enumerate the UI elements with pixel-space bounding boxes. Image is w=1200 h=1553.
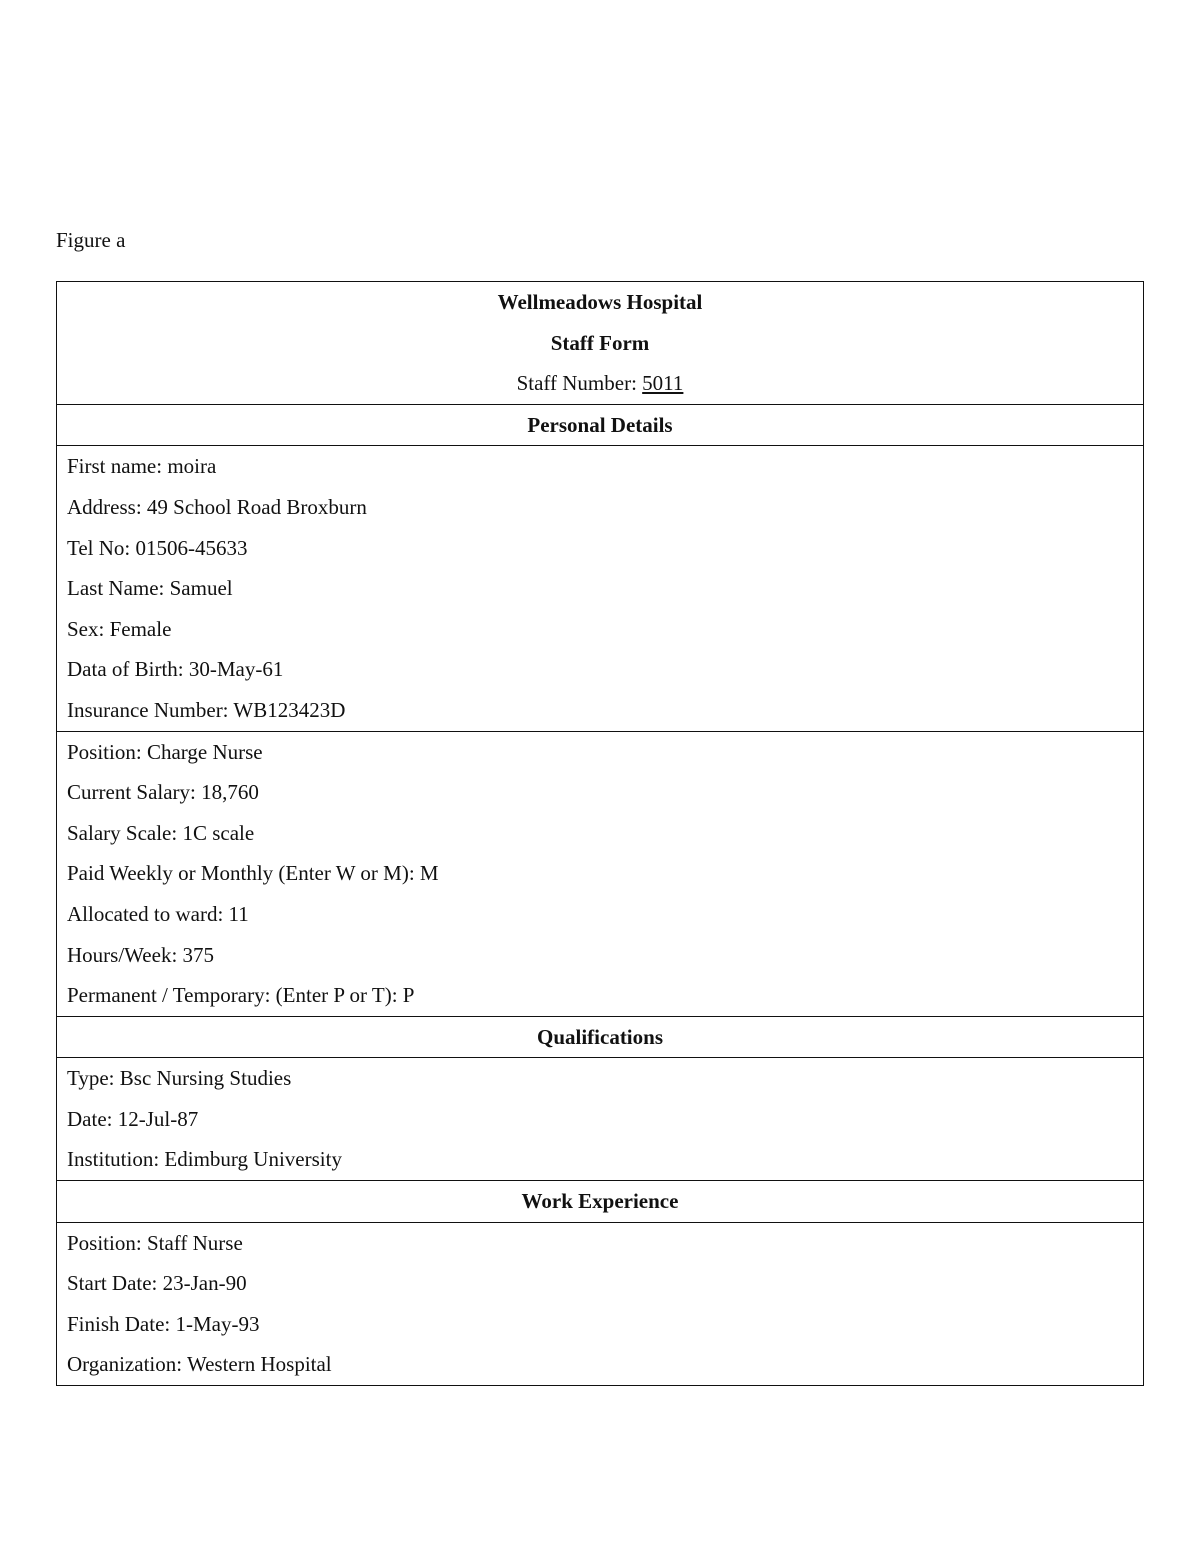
field-work-position: Position: Staff Nurse (67, 1230, 243, 1255)
section-heading-qualifications: Qualifications (536, 1024, 663, 1049)
field-insurance-number: Insurance Number: WB123423D (67, 697, 346, 722)
employment-cell (57, 731, 1144, 1016)
staff-number (67, 363, 1133, 404)
field-salary-scale: Salary Scale: 1C scale (67, 820, 255, 845)
field-address: Address: 49 School Road Broxburn (67, 494, 367, 519)
personal-details-row (57, 446, 1144, 731)
work-experience-cell (57, 1222, 1144, 1385)
field-allocated-ward: Allocated to ward: 11 (67, 901, 249, 926)
field-work-finish-date: Finish Date: 1-May-93 (67, 1311, 260, 1336)
form-header-cell (57, 282, 1144, 405)
field-work-organization: Organization: Western Hospital (67, 1352, 332, 1377)
staff-form-table (56, 281, 1144, 1386)
work-experience-row (57, 1222, 1144, 1385)
personal-details-cell (57, 446, 1144, 731)
qualifications-cell (57, 1058, 1144, 1181)
field-qualification-institution: Institution: Edimburg University (67, 1147, 342, 1172)
figure-caption: Figure a (56, 228, 126, 252)
employment-row (57, 731, 1144, 1016)
section-heading-work-experience: Work Experience (521, 1189, 679, 1214)
personal-details-heading-cell (57, 404, 1144, 446)
hospital-name: Wellmeadows Hospital (497, 290, 703, 314)
field-hours-week: Hours/Week: 375 (67, 942, 215, 967)
field-date-of-birth: Data of Birth: 30-May-61 (67, 657, 284, 682)
qualifications-heading-cell (57, 1016, 1144, 1058)
work-experience-heading-row (57, 1181, 1144, 1223)
field-current-salary: Current Salary: 18,760 (67, 780, 259, 805)
section-heading-personal-details: Personal Details (527, 412, 673, 437)
field-sex: Sex: Female (67, 616, 172, 641)
field-first-name: First name: moira (67, 454, 217, 479)
field-qualification-date: Date: 12-Jul-87 (67, 1106, 199, 1131)
personal-details-heading-row (57, 404, 1144, 446)
staff-number-value: 5011 (642, 371, 684, 396)
field-paid-weekly-monthly: Paid Weekly or Monthly (Enter W or M): M (67, 861, 439, 886)
field-tel-no: Tel No: 01506-45633 (67, 535, 248, 560)
form-header-row (57, 282, 1144, 405)
field-last-name: Last Name: Samuel (67, 576, 233, 601)
field-position: Position: Charge Nurse (67, 739, 263, 764)
staff-number-label: Staff Number: (516, 371, 643, 396)
field-qualification-type: Type: Bsc Nursing Studies (67, 1066, 292, 1091)
work-experience-heading-cell (57, 1181, 1144, 1223)
field-permanent-temporary: Permanent / Temporary: (Enter P or T): P (67, 983, 415, 1008)
form-title: Staff Form (550, 330, 650, 355)
qualifications-heading-row (57, 1016, 1144, 1058)
field-work-start-date: Start Date: 23-Jan-90 (67, 1271, 247, 1296)
qualifications-row (57, 1058, 1144, 1181)
